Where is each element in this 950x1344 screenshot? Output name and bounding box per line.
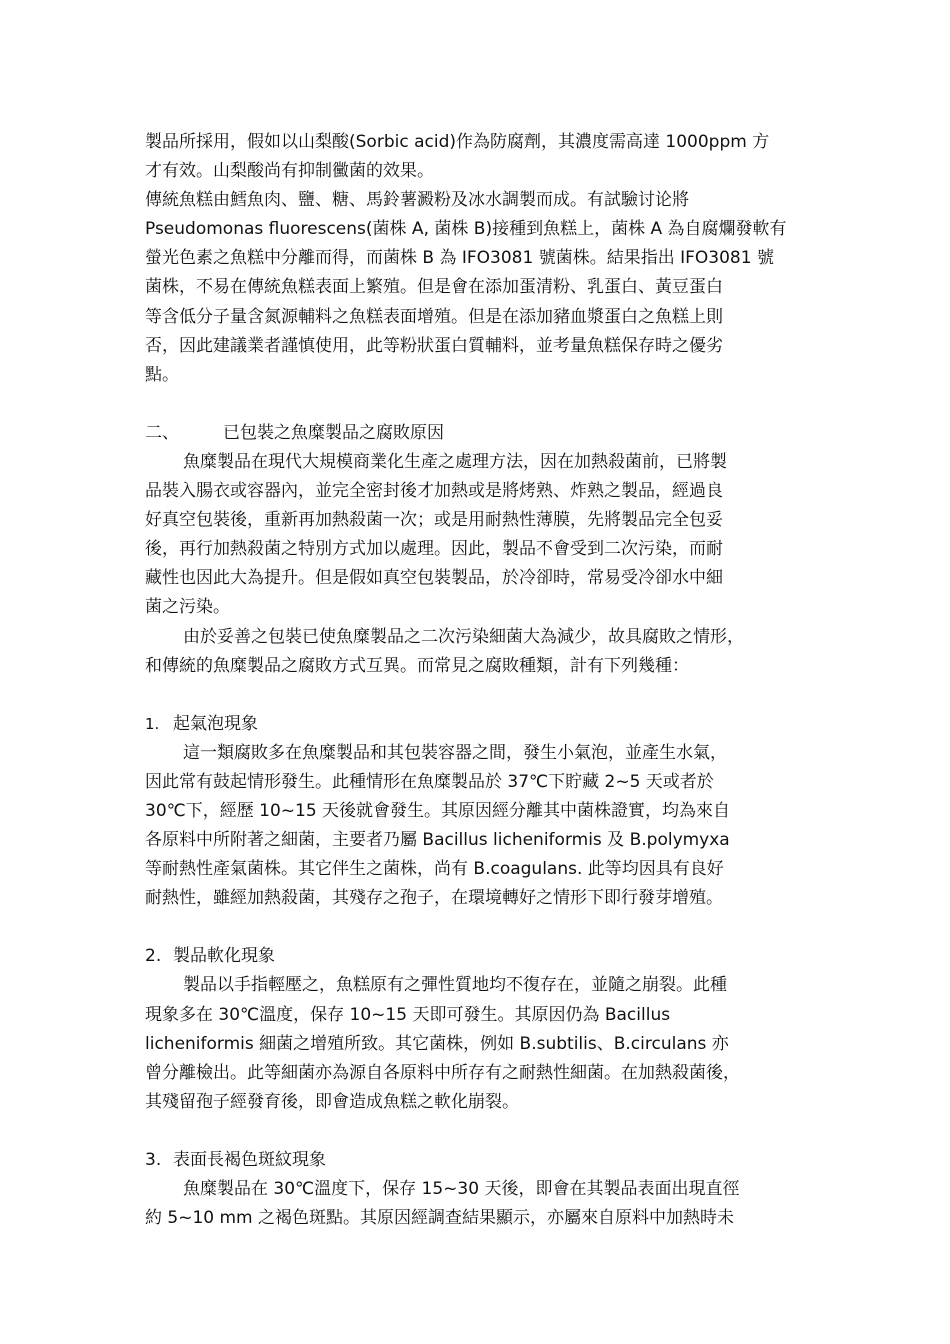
text-line: 螢光色素之魚糕中分離而得，而菌株 B 為 IFO3081 號菌株。結果指出 IFO3081 號: [145, 248, 774, 269]
item-number: 1.: [145, 714, 160, 733]
paragraph-preservatives-and-fish-cake: [145, 128, 820, 390]
text-line: 因此常有鼓起情形發生。此種情形在魚糜製品於 37℃下貯藏 2~5 天或者於: [145, 771, 714, 792]
item-number: 3.: [145, 1149, 162, 1170]
text-line: 其殘留孢子經發育後，即會造成魚糕之軟化崩裂。: [145, 1091, 519, 1112]
item-heading: [145, 710, 820, 739]
text-line: 和傳統的魚糜製品之腐敗方式互異。而常見之腐敗種類，計有下列幾種：: [145, 655, 689, 676]
item-title: 製品軟化現象: [173, 946, 275, 967]
text-line: 各原料中所附著之細菌，主要者乃屬 Bacillus licheniformis 及 B.polymyxa: [145, 830, 730, 851]
text-line: 由於妥善之包裝已使魚糜製品之二次污染細菌大為減少，故具腐敗之情形，: [183, 626, 744, 647]
text-line: 品裝入腸衣或容器內，並完全密封後才加熱或是將烤熟、炸熟之製品，經過良: [145, 481, 723, 502]
text-line: 曾分離檢出。此等細菌亦為源自各原料中所存有之耐熱性細菌。在加熱殺菌後，: [145, 1062, 740, 1083]
text-line: 菌之污染。: [145, 597, 230, 618]
text-line: 否，因此建議業者謹慎使用，此等粉狀蛋白質輔料，並考量魚糕保存時之優劣: [145, 335, 723, 356]
section-number: 二、: [145, 422, 179, 443]
text-line: 耐熱性，雖經加熱殺菌，其殘存之孢子，在環境轉好之情形下即行發芽增殖。: [145, 888, 723, 909]
section-paragraph: [145, 623, 820, 681]
item-paragraph: [145, 739, 820, 914]
text-line: Pseudomonas fluorescens(菌株 A, 菌株 B)接種到魚糕上，菌株 A 為自腐爛發軟有: [145, 219, 787, 240]
text-line: 製品以手指輕壓之，魚糕原有之彈性質地均不復存在，並隨之崩裂。此種: [183, 975, 727, 996]
text-line: 魚糜製品在 30℃溫度下，保存 15~30 天後，即會在其製品表面出現直徑: [183, 1179, 740, 1199]
item-title: 起氣泡現象: [173, 713, 258, 734]
text-line: 等含低分子量含氮源輔料之魚糕表面增殖。但是在添加豬血漿蛋白之魚糕上則: [145, 306, 723, 327]
text-line: 魚糜製品在現代大規模商業化生產之處理方法，因在加熱殺菌前，已將製: [183, 451, 727, 472]
text-line: 30℃下，經歷 10~15 天後就會發生。其原因經分離其中菌株證實，均為來自: [145, 800, 731, 821]
text-line: 藏性也因此大為提升。但是假如真空包裝製品，於冷卻時，常易受冷卻水中細: [145, 568, 723, 589]
section-heading: [145, 419, 820, 448]
section-paragraph: [145, 448, 820, 623]
text-line: 傳統魚糕由鱈魚肉、鹽、糖、馬鈴薯澱粉及冰水調製而成。有試驗讨论將: [145, 190, 689, 211]
item-paragraph: [145, 971, 820, 1116]
text-line: 菌株，不易在傳統魚糕表面上繁殖。但是會在添加蛋清粉、乳蛋白、黃豆蛋白: [145, 277, 723, 298]
text-line: 製品所採用，假如以山梨酸(Sorbic acid)作為防腐劑，其濃度需高達 1000ppm 方: [145, 132, 770, 152]
document-body: [145, 128, 820, 1233]
text-line: 好真空包裝後，重新再加熱殺菌一次；或是用耐熱性薄膜，先將製品完全包妥: [145, 510, 723, 531]
text-line: licheniformis 細菌之增殖所致。其它菌株，例如 B.subtilis、B.circulans 亦: [145, 1033, 729, 1054]
text-line: 這一類腐敗多在魚糜製品和其包裝容器之間，發生小氣泡，並產生水氣，: [183, 742, 727, 763]
item-paragraph: [145, 1175, 820, 1233]
text-line: 等耐熱性產氣菌株。其它伴生之菌株，尚有 B.coagulans. 此等均因具有良好: [145, 859, 724, 880]
text-line: 現象多在 30℃溫度，保存 10~15 天即可發生。其原因仍為 Bacillus: [145, 1004, 671, 1025]
item-number: 2.: [145, 946, 162, 967]
text-line: 約 5~10 mm 之褐色斑點。其原因經調查結果顯示，亦屬來自原料中加熱時未: [145, 1208, 735, 1229]
text-line: 後，再行加熱殺菌之特別方式加以處理。因此，製品不會受到二次污染，而耐: [145, 539, 723, 560]
item-title: 表面長褐色斑紋現象: [173, 1149, 326, 1170]
item-heading: [145, 1146, 820, 1175]
text-line: 點。: [145, 364, 179, 385]
section-title: 已包裝之魚糜製品之腐敗原因: [223, 422, 444, 443]
text-line: 才有效。山梨酸尚有抑制黴菌的效果。: [145, 161, 434, 182]
item-heading: [145, 942, 820, 971]
